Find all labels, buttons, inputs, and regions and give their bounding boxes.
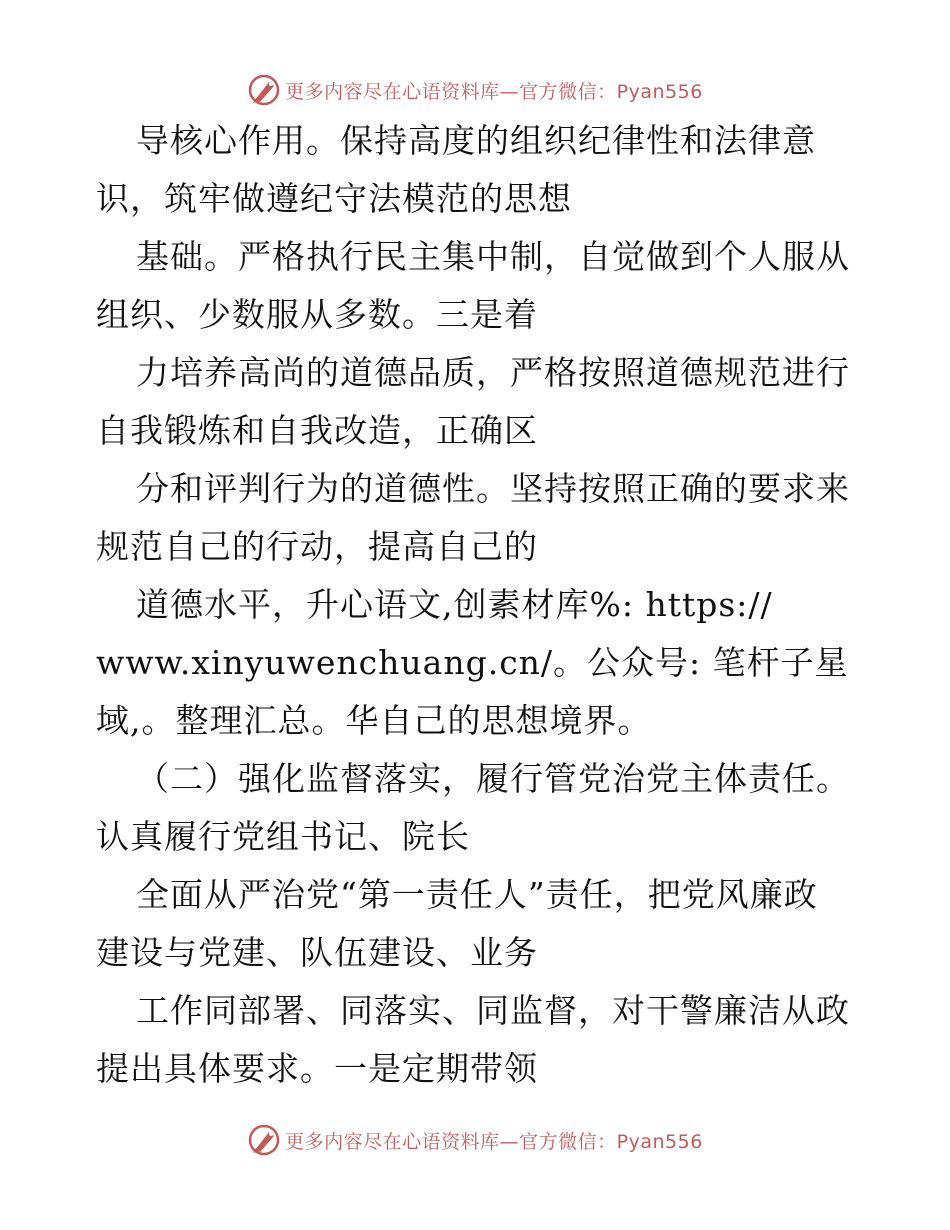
header-banner-text: 更多内容尽在心语资料库—官方微信：Pyan556 xyxy=(285,80,703,103)
footer-banner xyxy=(0,1120,950,1160)
header-banner xyxy=(0,70,950,110)
body-text-line: 提出具体要求。一是定期带领 xyxy=(96,1049,538,1088)
body-text-line: 域,。整理汇总。华自己的思想境界。 xyxy=(96,701,652,740)
body-text-line: 基础。严格执行民主集中制，自觉做到个人服从 xyxy=(136,237,850,276)
body-text-line: 全面从严治党“第一责任人”责任，把党风廉政 xyxy=(136,875,818,914)
body-text-line: 道德水平，升心语文,创素材库%: https:// xyxy=(136,585,773,624)
footer-banner-text: 更多内容尽在心语资料库—官方微信：Pyan556 xyxy=(285,1130,703,1153)
body-text-line: （二）强化监督落实，履行管党治党主体责任。 xyxy=(136,759,850,798)
body-text-line: 规范自己的行动，提高自己的 xyxy=(96,527,538,566)
body-text-line: 力培养高尚的道德品质，严格按照道德规范进行 xyxy=(136,353,850,392)
pen-nib-logo-icon xyxy=(247,73,281,107)
document-body xyxy=(96,112,866,1098)
body-text-line: www.xinyuwenchuang.cn/。公众号: 笔杆子星 xyxy=(96,643,849,682)
body-text-line: 认真履行党组书记、院长 xyxy=(96,817,470,856)
body-text-line: 识，筑牢做遵纪守法模范的思想 xyxy=(96,179,572,218)
body-text-line: 建设与党建、队伍建设、业务 xyxy=(96,933,538,972)
pen-nib-logo-icon xyxy=(247,1123,281,1157)
body-text-line: 组织、少数服从多数。三是着 xyxy=(96,295,538,334)
body-text-line: 分和评判行为的道德性。坚持按照正确的要求来 xyxy=(136,469,850,508)
body-text-line: 导核心作用。保持高度的组织纪律性和法律意 xyxy=(136,121,816,160)
body-text-line: 工作同部署、同落实、同监督，对干警廉洁从政 xyxy=(136,991,850,1030)
body-text-line: 自我锻炼和自我改造，正确区 xyxy=(96,411,538,450)
